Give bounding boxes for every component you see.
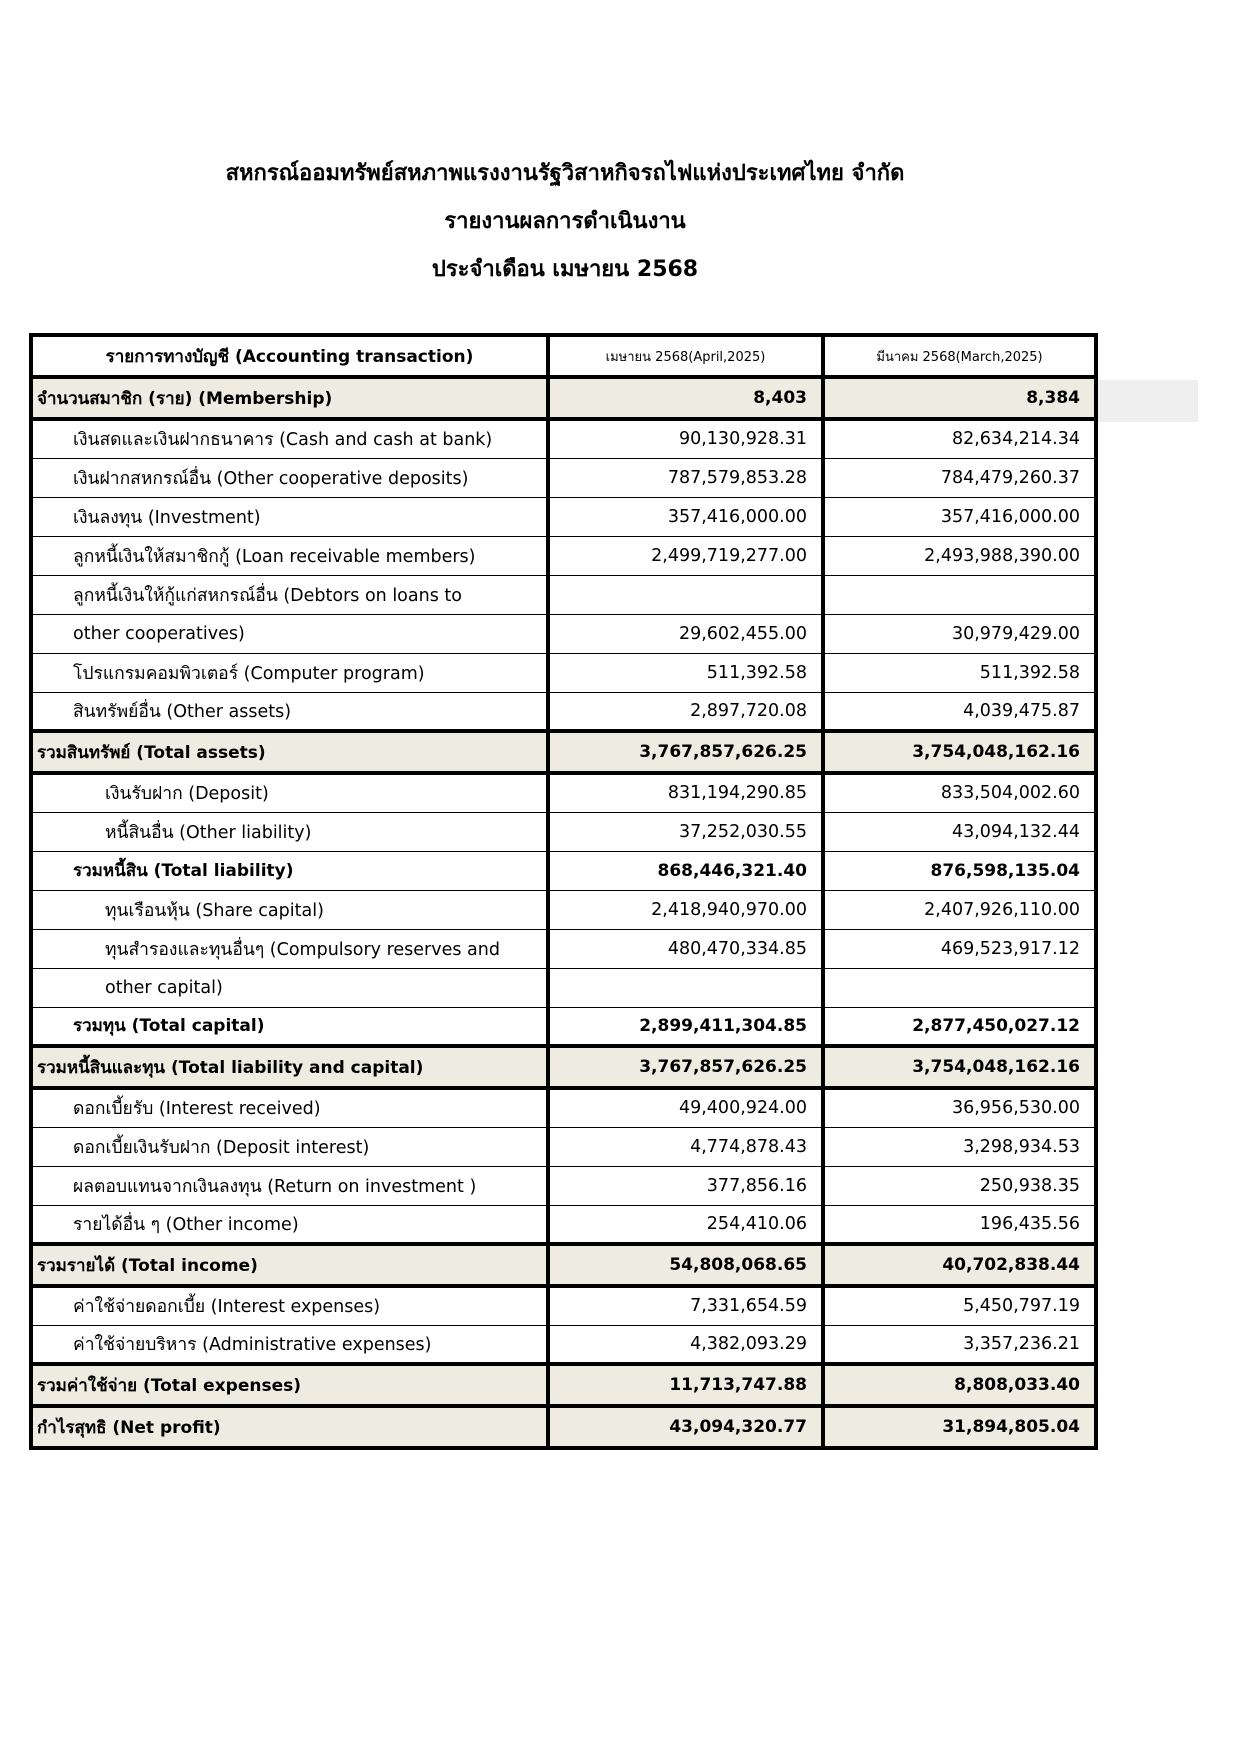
table-header-row (31, 335, 1096, 377)
row-label: รวมหนี้สินและทุน (Total liability and capital) (31, 1046, 548, 1088)
row-value-april: 868,446,321.40 (548, 851, 823, 890)
row-value-march: 784,479,260.37 (823, 458, 1096, 497)
row-value-april: 2,499,719,277.00 (548, 536, 823, 575)
table-row (31, 929, 1096, 968)
row-label: จำนวนสมาชิก (ราย) (Membership) (31, 377, 548, 419)
row-value-april: 4,774,878.43 (548, 1127, 823, 1166)
row-label: เงินรับฝาก (Deposit) (31, 773, 548, 812)
table-row (31, 692, 1096, 731)
table-row (31, 1406, 1096, 1448)
row-value-april: 3,767,857,626.25 (548, 1046, 823, 1088)
row-label: รวมรายได้ (Total income) (31, 1244, 548, 1286)
row-value-april: 29,602,455.00 (548, 614, 823, 653)
row-value-march: 3,754,048,162.16 (823, 1046, 1096, 1088)
table-row (31, 731, 1096, 773)
membership-row-shade-extension (1094, 380, 1198, 422)
row-value-april: 2,418,940,970.00 (548, 890, 823, 929)
row-label: เงินสดและเงินฝากธนาคาร (Cash and cash at bank) (31, 419, 548, 458)
row-label: สินทรัพย์อื่น (Other assets) (31, 692, 548, 731)
row-value-april: 511,392.58 (548, 653, 823, 692)
row-label: รวมค่าใช้จ่าย (Total expenses) (31, 1364, 548, 1406)
report-heading (0, 150, 1130, 294)
row-value-march: 511,392.58 (823, 653, 1096, 692)
row-value-april: 831,194,290.85 (548, 773, 823, 812)
table-row (31, 1325, 1096, 1364)
row-value-march: 5,450,797.19 (823, 1286, 1096, 1325)
row-value-march: 469,523,917.12 (823, 929, 1096, 968)
row-value-april: 787,579,853.28 (548, 458, 823, 497)
row-label: ลูกหนี้เงินให้สมาชิกกู้ (Loan receivable members) (31, 536, 548, 575)
row-label: other cooperatives) (31, 614, 548, 653)
financial-report-table (29, 333, 1098, 1450)
report-title: รายงานผลการดำเนินงาน (444, 209, 686, 234)
row-value-march: 82,634,214.34 (823, 419, 1096, 458)
row-label: ค่าใช้จ่ายดอกเบี้ย (Interest expenses) (31, 1286, 548, 1325)
row-value-april: 37,252,030.55 (548, 812, 823, 851)
report-table-body (31, 335, 1096, 1448)
row-label: ผลตอบแทนจากเงินลงทุน (Return on investment ) (31, 1166, 548, 1205)
row-value-april: 4,382,093.29 (548, 1325, 823, 1364)
row-value-april: 357,416,000.00 (548, 497, 823, 536)
row-value-april: 3,767,857,626.25 (548, 731, 823, 773)
row-label: ทุนสำรองและทุนอื่นๆ (Compulsory reserves and (31, 929, 548, 968)
row-value-march: 2,877,450,027.12 (823, 1007, 1096, 1046)
row-value-march: 357,416,000.00 (823, 497, 1096, 536)
table-row (31, 377, 1096, 419)
row-value-march (823, 575, 1096, 614)
row-value-april: 43,094,320.77 (548, 1406, 823, 1448)
row-value-march: 3,754,048,162.16 (823, 731, 1096, 773)
row-value-april: 480,470,334.85 (548, 929, 823, 968)
row-label: รวมสินทรัพย์ (Total assets) (31, 731, 548, 773)
row-value-march: 3,357,236.21 (823, 1325, 1096, 1364)
row-value-april: 254,410.06 (548, 1205, 823, 1244)
table-row (31, 890, 1096, 929)
row-value-march: 43,094,132.44 (823, 812, 1096, 851)
table-row (31, 575, 1096, 614)
table-row (31, 1244, 1096, 1286)
table-row (31, 812, 1096, 851)
row-label: เงินลงทุน (Investment) (31, 497, 548, 536)
row-value-march: 833,504,002.60 (823, 773, 1096, 812)
table-row (31, 773, 1096, 812)
table-row (31, 1286, 1096, 1325)
report-period: ประจำเดือน เมษายน 2568 (431, 257, 699, 282)
table-row (31, 458, 1096, 497)
row-value-march: 4,039,475.87 (823, 692, 1096, 731)
row-value-march: 2,407,926,110.00 (823, 890, 1096, 929)
row-value-march: 250,938.35 (823, 1166, 1096, 1205)
row-value-april: 90,130,928.31 (548, 419, 823, 458)
row-label: หนี้สินอื่น (Other liability) (31, 812, 548, 851)
row-value-april (548, 968, 823, 1007)
organization-name: สหกรณ์ออมทรัพย์สหภาพแรงงานรัฐวิสาหกิจรถไฟแห่งประเทศไทย จำกัด (225, 161, 905, 186)
table-row (31, 614, 1096, 653)
row-value-april: 377,856.16 (548, 1166, 823, 1205)
row-label: other capital) (31, 968, 548, 1007)
row-label: ลูกหนี้เงินให้กู้แก่สหกรณ์อื่น (Debtors on loans to (31, 575, 548, 614)
row-label: ค่าใช้จ่ายบริหาร (Administrative expenses) (31, 1325, 548, 1364)
table-row (31, 1088, 1096, 1127)
row-value-march: 196,435.56 (823, 1205, 1096, 1244)
row-value-april: 49,400,924.00 (548, 1088, 823, 1127)
column-header-april: เมษายน 2568(April,2025) (548, 335, 823, 377)
table-row (31, 1205, 1096, 1244)
row-value-march: 30,979,429.00 (823, 614, 1096, 653)
row-value-april: 2,897,720.08 (548, 692, 823, 731)
row-value-march: 8,384 (823, 377, 1096, 419)
table-row (31, 1166, 1096, 1205)
row-label: ดอกเบี้ยเงินรับฝาก (Deposit interest) (31, 1127, 548, 1166)
row-label: ทุนเรือนหุ้น (Share capital) (31, 890, 548, 929)
table-row (31, 419, 1096, 458)
row-value-march: 31,894,805.04 (823, 1406, 1096, 1448)
row-label: เงินฝากสหกรณ์อื่น (Other cooperative deposits) (31, 458, 548, 497)
table-row (31, 1046, 1096, 1088)
row-label: โปรแกรมคอมพิวเตอร์ (Computer program) (31, 653, 548, 692)
row-label: กำไรสุทธิ (Net profit) (31, 1406, 548, 1448)
table-row (31, 653, 1096, 692)
row-value-march (823, 968, 1096, 1007)
row-label: รายได้อื่น ๆ (Other income) (31, 1205, 548, 1244)
row-value-march: 876,598,135.04 (823, 851, 1096, 890)
row-value-march: 40,702,838.44 (823, 1244, 1096, 1286)
row-value-march: 3,298,934.53 (823, 1127, 1096, 1166)
table-row (31, 536, 1096, 575)
table-row (31, 497, 1096, 536)
table-row (31, 968, 1096, 1007)
table-row (31, 1127, 1096, 1166)
row-value-april: 7,331,654.59 (548, 1286, 823, 1325)
row-value-march: 36,956,530.00 (823, 1088, 1096, 1127)
column-header-accounting: รายการทางบัญชี (Accounting transaction) (31, 335, 548, 377)
table-row (31, 1364, 1096, 1406)
table-row (31, 851, 1096, 890)
row-value-march: 2,493,988,390.00 (823, 536, 1096, 575)
row-value-april: 2,899,411,304.85 (548, 1007, 823, 1046)
row-value-march: 8,808,033.40 (823, 1364, 1096, 1406)
row-label: รวมทุน (Total capital) (31, 1007, 548, 1046)
row-value-april (548, 575, 823, 614)
table-row (31, 1007, 1096, 1046)
row-value-april: 11,713,747.88 (548, 1364, 823, 1406)
row-value-april: 8,403 (548, 377, 823, 419)
row-label: รวมหนี้สิน (Total liability) (31, 851, 548, 890)
row-label: ดอกเบี้ยรับ (Interest received) (31, 1088, 548, 1127)
row-value-april: 54,808,068.65 (548, 1244, 823, 1286)
column-header-march: มีนาคม 2568(March,2025) (823, 335, 1096, 377)
